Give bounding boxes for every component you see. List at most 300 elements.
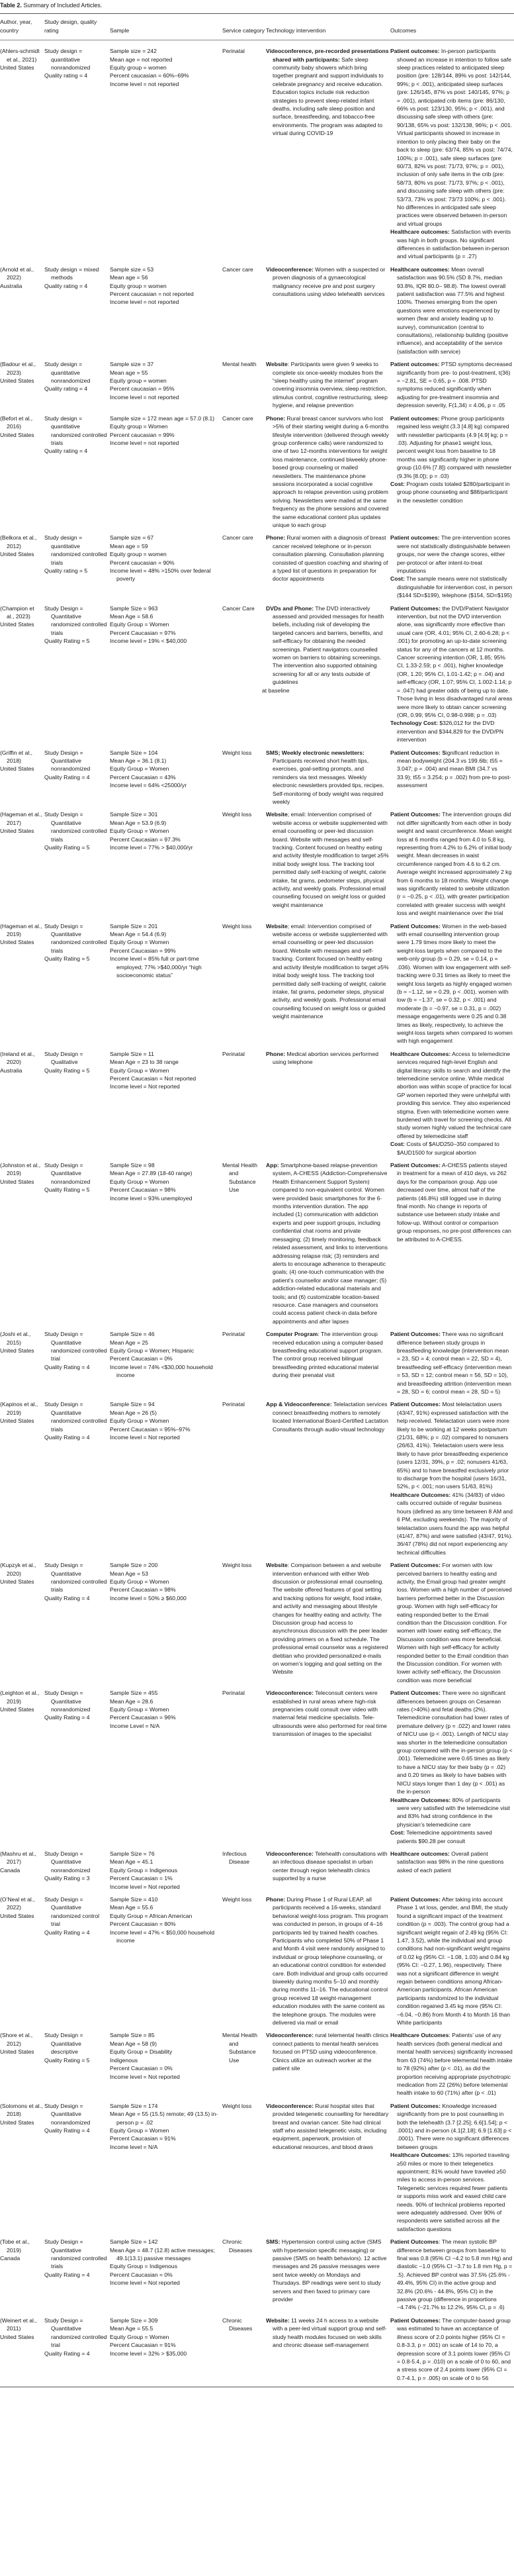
sample-line: Income level = not reported bbox=[110, 393, 179, 401]
author-country: Australia bbox=[0, 1067, 22, 1074]
author-country: United States bbox=[0, 2333, 34, 2340]
author-cell bbox=[0, 1330, 44, 1400]
design-line: Study Design = Qualitative bbox=[44, 1050, 83, 1066]
outcomes-cell bbox=[390, 1895, 514, 2032]
technology-description bbox=[266, 2031, 389, 2072]
sample-line: Sample Size = 46 bbox=[110, 1331, 155, 1338]
author-cell bbox=[0, 2031, 44, 2101]
service-category: Weight loss bbox=[222, 1562, 252, 1569]
sample-line: Sample Size = 410 bbox=[110, 1895, 158, 1903]
sample-line: Percent Caucasian = 97% bbox=[110, 629, 176, 636]
technology-text: Smartphone-based relapse-prevention system, A-CHESS (Addiction-Comprehensive Health Enhancement Support System) compared to non-equivalent control. Women were provided basic smartphones for the 6-months intervention duration. The app included (1) communication with addiction experts and peer support groups, including confidential chat rooms and private messaging; (2) timely monitoring, feedback related assessment, and links to interventions addressing relapse risk; (3) reminders and alerts to encourage adherence to therapeutic goals; (4) one-touch communication with the patient’s counsellor and/or case manager; (5) addiction-related educational materials and tools; and (6) customizable location-based resource. Case managers and counselors could access patient check-in data before appointments and after lapses bbox=[273, 1162, 388, 1325]
outcome-label: Patient Outcomes: bbox=[390, 1401, 441, 1408]
author-citation: (Ireland et al., 2020) bbox=[0, 1050, 35, 1066]
outcomes-cell bbox=[390, 360, 514, 414]
sample-cell bbox=[110, 1689, 222, 1850]
author-country: United States bbox=[0, 1706, 34, 1713]
outcome-label: Healthcare Outcomes: bbox=[390, 2152, 451, 2159]
sample-line: Sample Size = 455 bbox=[110, 1690, 158, 1697]
technology-description bbox=[266, 1400, 389, 1433]
sample-cell bbox=[110, 265, 222, 360]
outcome-paragraph bbox=[390, 534, 513, 575]
outcome-paragraph bbox=[390, 719, 513, 743]
author-country: United States bbox=[0, 1912, 34, 1919]
sample-line: Percent Caucasian = 97.3% bbox=[110, 835, 181, 843]
sample-line: Percent Caucasian = 95%–97% bbox=[110, 1425, 191, 1433]
category-cell bbox=[222, 922, 266, 1050]
outcomes-cell bbox=[390, 604, 514, 749]
technology-text: rural telemental health clinics connect patients to mental health services focused on PTSD using videoconference. Clinics utilize an outreach worker at the patient site bbox=[273, 2032, 389, 2072]
author-cell bbox=[0, 2102, 44, 2238]
outcomes-cell bbox=[390, 1400, 514, 1561]
outcome-label: Healthcare outcomes: bbox=[390, 228, 450, 236]
outcome-label: Patient Outcomes: bbox=[390, 2316, 441, 2324]
outcome-text: Access to telemedicine services required high-level English and digital literacy skills to search and identify the telemedicine service online. While medical abortion was within scope of practice for local GP women reported they were unhelpful with providing this service. They also experienced stigma. Even with telemedicine women were burdened with travel for screening checks. All study women highly valued the technical care offered by telemedicine staff bbox=[397, 1050, 511, 1139]
sample-line: Income level = Not reported bbox=[110, 2073, 180, 2080]
outcome-label: Patient Outcomes: S bbox=[390, 749, 447, 756]
service-category: Mental Health and Substance Use bbox=[222, 1162, 258, 1194]
sample-line: Equity Group = Indigenous bbox=[110, 1866, 178, 1874]
service-category: Chronic Diseases bbox=[222, 2316, 253, 2332]
sample-cell bbox=[110, 1330, 222, 1400]
outcomes-cell bbox=[390, 414, 514, 534]
sample-line: Percent Caucasian = 98% bbox=[110, 1186, 176, 1194]
sample-line: Percent Caucasian = Not reported bbox=[110, 1074, 196, 1082]
author-cell bbox=[0, 414, 44, 534]
sample-line: Sample size = 67 bbox=[110, 534, 154, 542]
category-cell bbox=[222, 40, 266, 265]
sample-line: Income level = 77% > $40,000/yr bbox=[110, 844, 193, 851]
author-country: United States bbox=[0, 2048, 34, 2056]
outcome-label: Cost: bbox=[390, 480, 405, 487]
design-line: Quality Rating = 4 bbox=[44, 773, 90, 781]
design-line: Study Design = Quantitative randomized controlled trials bbox=[44, 1562, 107, 1594]
design-line: Quality Rating = 5 bbox=[44, 1067, 90, 1074]
sample-line: Percent Caucasian = 0% bbox=[110, 1355, 173, 1362]
sample-cell bbox=[110, 749, 222, 811]
author-citation: (Champion et al., 2023) bbox=[0, 604, 34, 620]
author-citation: (Belkora et al., 2012) bbox=[0, 534, 37, 549]
design-cell bbox=[44, 265, 110, 360]
technology-type: Website bbox=[266, 1562, 288, 1569]
design-cell bbox=[44, 534, 110, 604]
outcome-label: Cost: bbox=[390, 575, 405, 583]
author-cell bbox=[0, 1895, 44, 2032]
category-cell bbox=[222, 1689, 266, 1850]
service-category: Perinatal bbox=[222, 1401, 245, 1408]
service-category: Weight loss bbox=[222, 1895, 252, 1903]
outcome-paragraph bbox=[390, 47, 513, 228]
author-cell bbox=[0, 749, 44, 811]
author-citation: (Kapinos et al., 2019) bbox=[0, 1401, 38, 1416]
outcomes-cell bbox=[390, 534, 514, 604]
design-cell bbox=[44, 414, 110, 534]
sample-line: Sample size = 53 bbox=[110, 265, 154, 273]
design-line: Study design = quantitative randomized controlled trials bbox=[44, 534, 107, 566]
sample-line: Sample Size = 85 bbox=[110, 2032, 155, 2039]
outcomes-cell bbox=[390, 922, 514, 1050]
technology-cell bbox=[266, 360, 390, 414]
outcome-paragraph bbox=[390, 922, 513, 1045]
sample-line: Percent Caucasian = 80% bbox=[110, 1921, 176, 1928]
outcome-text: Women in the web-based with email counselling intervention group were 1.79 times more likely to meet the weight-loss targets when compared to the web-only group (b = 0.29, se = 0.14, p = .036). Women with low engagement with self-tracking were 0.31 times as likely to meet the weight loss targets as highly engaged women (b = −1.12, se = 0.29, p < .001). women with low (b = −1.37, se = 0.32, p < .001) and moderate (b = −0.97, se = 0.31, p = .002) message engagements were 0.25 and 0.38 times as likely, respectively, to achieve the weight-loss targets when compared to women with high engagement bbox=[397, 922, 513, 1045]
table-row bbox=[0, 1689, 514, 1850]
technology-text: Medical abortion services performed using telephone bbox=[273, 1050, 379, 1066]
outcome-paragraph bbox=[390, 1400, 513, 1490]
outcome-paragraph bbox=[390, 265, 513, 356]
technology-cell bbox=[266, 1689, 390, 1850]
category-cell bbox=[222, 414, 266, 534]
design-line: Study Design = Quantitative randomized controlled trials bbox=[44, 2238, 107, 2270]
outcome-text: There was no significant difference between study groups in breastfeeding knowledge (intervention mean = 23, SD = 4; control mean = 22, SD = 4), breastfeeding self-efficacy (intervention mean = 53, SD = 12; control mean = 56, SD = 10), and breastfeeding attrition (intervention mean = 28, SD = 6; control mean = 28, SD = 5) bbox=[397, 1331, 512, 1395]
outcomes-cell bbox=[390, 2238, 514, 2316]
sample-line: Income Level = N/A bbox=[110, 1722, 160, 1729]
outcomes-cell bbox=[390, 1050, 514, 1161]
technology-text: Telelactation services connect breastfeeding mothers to remotely located International Board-Certified Lactation Consultants through audio-visual technology bbox=[273, 1401, 388, 1433]
outcome-text: Satisfaction with events was high in both groups. No significant differences in satisfaction between in-person and virtual participants (p = .27) bbox=[397, 228, 511, 260]
sample-line: Equity Group = Women bbox=[110, 1706, 169, 1713]
design-line: Study Design = Quantitative randomized controlled trial bbox=[44, 1331, 107, 1362]
design-cell bbox=[44, 810, 110, 922]
sample-cell bbox=[110, 2316, 222, 2387]
technology-type: App & Videoconference: bbox=[266, 1401, 332, 1408]
outcome-text: 80% of participants were very satisfied with the telemedicine visit and 83% had strong confidence in the physician’s telemedicine care bbox=[397, 1796, 510, 1828]
outcome-paragraph bbox=[390, 1491, 513, 1556]
outcome-text: : Patients’ use of any health services (both general medical and mental health services) significantly increased from 63 (74%) before telemental health intake to 78 (92%) after (p < .01), as did the proportion receiving appropriate psychotropic medication from 22 (26%) before telemental health intake to 60 (71%) after (p < .01) bbox=[397, 2032, 513, 2097]
sample-line: Income level = 74% <$30,000 household income bbox=[110, 1363, 213, 1379]
sample-cell bbox=[110, 1161, 222, 1330]
sample-line: Income level = 85% full or part-time employed; 77% >$40,000/yr “high socioeconomic status” bbox=[110, 955, 202, 979]
outcome-paragraph bbox=[390, 1140, 513, 1157]
technology-description bbox=[266, 534, 389, 583]
sample-line: Equity group = women bbox=[110, 64, 167, 72]
outcome-label: Healthcare Outcomes: bbox=[390, 1491, 451, 1498]
technology-description bbox=[266, 1330, 389, 1379]
outcome-label: Patient Outcomes: bbox=[390, 1895, 441, 1903]
design-line: Quality Rating = 5 bbox=[44, 2056, 90, 2064]
author-country: Canada bbox=[0, 1866, 21, 1874]
design-cell bbox=[44, 360, 110, 414]
sample-line: Sample Size = 174 bbox=[110, 2102, 158, 2109]
sample-line: Percent Caucasian = 91% bbox=[110, 2342, 176, 2349]
technology-note: at baseline bbox=[262, 687, 290, 694]
outcome-paragraph bbox=[390, 480, 513, 504]
outcome-paragraph bbox=[390, 1850, 513, 1874]
design-line: Study design = mixed methods bbox=[44, 265, 99, 281]
design-line: Quality Rating = 3 bbox=[44, 1875, 90, 1882]
technology-text: Teleconsult centers were established in rural areas where high-risk pregnancies could consult over video with maternal fetal medicine specialists. Tele-ultrasounds were also performed for real time transmission of images to the specialist bbox=[273, 1690, 387, 1738]
service-category: Mental health bbox=[222, 361, 257, 368]
technology-type: Videoconference: bbox=[266, 2102, 314, 2109]
technology-type: SMS: bbox=[266, 2238, 280, 2246]
design-line: Quality rating = 4 bbox=[44, 72, 88, 79]
service-category: Weight loss bbox=[222, 811, 252, 818]
design-line: Study design = quantitative nonrandomized bbox=[44, 48, 91, 72]
service-category: Infectious Disease bbox=[222, 1850, 250, 1866]
author-country: United States bbox=[0, 551, 34, 558]
sample-cell bbox=[110, 2238, 222, 2316]
design-line: Study Design = Quantitative nonrandomized bbox=[44, 1690, 91, 1713]
sample-line: Equity Group = Women bbox=[110, 1578, 169, 1585]
sample-cell bbox=[110, 1850, 222, 1895]
sample-line: Mean age = not reported bbox=[110, 56, 173, 63]
outcome-label: Technology Cost: bbox=[390, 720, 438, 727]
outcome-label: Patient Outcomes: bbox=[390, 922, 441, 930]
sample-line: Percent Caucasian = 0% bbox=[110, 2271, 173, 2278]
sample-line: Equity Group = Women bbox=[110, 828, 169, 835]
sample-cell bbox=[110, 810, 222, 922]
sample-line: Equity group = women bbox=[110, 377, 167, 385]
sample-line: Mean Age = 53.9 (6.9) bbox=[110, 819, 167, 826]
outcomes-cell bbox=[390, 1561, 514, 1689]
table-row bbox=[0, 1561, 514, 1689]
table-row bbox=[0, 604, 514, 749]
technology-cell bbox=[266, 1561, 390, 1689]
table-row bbox=[0, 360, 514, 414]
design-cell bbox=[44, 604, 110, 749]
author-citation: (Mashru et al., 2017) bbox=[0, 1850, 36, 1866]
author-cell bbox=[0, 265, 44, 360]
technology-text: : Comparison between a and website intervention enhanced with either Web discussion or professional email counseling. The website offered features of goal setting and tracking options for weight, food intake, and activity and messaging about lifestyle changes for healthy eating and activity. The Discussion group had access to asynchronous discussion with the peer leader providing primers on a fixed schedule. The professional email counselor was a registered dietitian who provided personalized e-mails on women’s logging and goal setting on the Website bbox=[273, 1562, 388, 1676]
design-line: Study design = quantitative nonrandomized bbox=[44, 361, 91, 385]
outcome-paragraph bbox=[390, 2238, 513, 2312]
sample-line: Sample Size = 76 bbox=[110, 1850, 155, 1857]
category-cell bbox=[222, 2238, 266, 2316]
design-cell bbox=[44, 2238, 110, 2316]
outcome-paragraph bbox=[390, 1050, 513, 1140]
outcome-label: Healthcare outcomes: bbox=[390, 1850, 450, 1857]
outcome-label: Patient outcomes: bbox=[390, 534, 440, 542]
outcome-text: 13% reported traveling ≥50 miles or more to their telegenetics appointment; 81% would have traveled ≥50 miles to access in-person services. Telegenetic services required fewer patients or supports miss work and eased child care needs. 90% of technical problems reported were adequately addressed. Over 90% of respondents were satisfied across all the satisfaction questions bbox=[397, 2152, 510, 2232]
technology-description bbox=[266, 810, 389, 909]
author-citation: (Befort et al., 2016) bbox=[0, 414, 33, 430]
category-cell bbox=[222, 604, 266, 749]
table-row bbox=[0, 40, 514, 265]
sample-line: Percent Caucasian = 96% bbox=[110, 1714, 176, 1721]
technology-text: Women with a suspected or proven diagnosis of a gynaecological malignancy receive pre and post surgery consultations using video telehealth services bbox=[273, 265, 386, 297]
sample-cell bbox=[110, 1400, 222, 1561]
author-cell bbox=[0, 1850, 44, 1895]
sample-line: Equity Group = Women bbox=[110, 2333, 169, 2340]
outcomes-cell bbox=[390, 749, 514, 811]
technology-description bbox=[266, 2316, 389, 2350]
service-category: Chronic Diseases bbox=[222, 2238, 253, 2254]
technology-text: Rural hospital sites that provided telegenetic counselling for hereditary breast and ovarian cancer. Site had clinical staff who assisted telegenetic visits, including equipment, paperwork, provision of educational resources, and blood draws bbox=[273, 2102, 389, 2150]
sample-cell bbox=[110, 2031, 222, 2101]
sample-cell bbox=[110, 40, 222, 265]
author-citation: (Arnold et al., 2022) bbox=[0, 265, 34, 281]
technology-description bbox=[266, 1161, 389, 1325]
technology-description bbox=[266, 2102, 389, 2151]
design-line: Study Design = Quantitative randomized control trial bbox=[44, 1895, 100, 1928]
design-cell bbox=[44, 40, 110, 265]
category-cell bbox=[222, 2316, 266, 2387]
sample-line: Income level = 48% >150% over federal poverty bbox=[110, 567, 211, 583]
design-cell bbox=[44, 1161, 110, 1330]
category-cell bbox=[222, 1400, 266, 1561]
outcome-text: There were no significant differences between groups on Cesarean rates (>40%) and fetal deaths (2%). Telemedicine consultation had lower rates of premature delivery (p = .022) and lower rates of NICU use (p < .001). Length of NICU stay was shorter in the telemedicine consultation group compared with the in-person group (p < .001). Telemedicine were 0.65 times as likely to have a NICU stay for their baby (p = .02) and 0.20 times as likely to have babies with NICU stays longer than 1 day (p < .001) as the in-person bbox=[397, 1690, 513, 1795]
sample-line: Indigenous bbox=[110, 2056, 138, 2064]
sample-line: Equity Group = African American bbox=[110, 1912, 193, 1919]
sample-line: Equity Group = Indigenous bbox=[110, 2263, 178, 2270]
author-cell bbox=[0, 40, 44, 265]
author-country: United States bbox=[0, 431, 34, 438]
outcome-paragraph bbox=[390, 360, 513, 409]
author-cell bbox=[0, 1561, 44, 1689]
outcome-text: ignificant reduction in mean bodyweight (204.3 vs 199.6lb; t55 = 3.047; p = .004) and mean BMI (34.7 vs 33.9); t55 = 3.254; p = .002) from pre-to post-assessment bbox=[397, 749, 511, 789]
outcome-paragraph bbox=[390, 749, 513, 790]
design-cell bbox=[44, 2316, 110, 2387]
table-row bbox=[0, 534, 514, 604]
table-row bbox=[0, 922, 514, 1050]
technology-description bbox=[266, 604, 389, 687]
design-cell bbox=[44, 2031, 110, 2101]
outcome-label: Patient Outcomes: bbox=[390, 811, 441, 818]
service-category: Mental Health and Substance Use bbox=[222, 2032, 258, 2064]
outcome-paragraph bbox=[390, 1689, 513, 1795]
outcome-label: Healthcare outcomes: bbox=[390, 265, 450, 273]
category-cell bbox=[222, 1050, 266, 1161]
outcome-text: In-person participants showed an increase in intention to follow safe sleep practices related to anticipated sleep position (pre: 128/144, 89% vs post: 142/144, 99%; p < .001), anticipated sleep surfaces (pre: 126/145, 87% vs post: 140/145, 97%; p = .001), anticipated crib items (pre: 86/130, 66% vs post: 123/130, 95%; p < .001), and discussing safe sleep with others (pre: 90/138, 65% vs post: 132/138, 96%; p < .001. Virtual participants showed in increase in intention to only placing their baby on the back to sleep (pre: 63/74, 85% vs post: 74/74, 100%; p = .001), safe sleep surfaces (pre: 60/73, 82% vs post: 71/73, 97%; p = .001), inclusion of only safe items in the crib (pre: 58/73, 80% vs post: 71/73, 97%; p < .001), and discussing safe sleep with others (pre: 53/73, 73% vs post: 73/73 100%; p < .001). No differences in anticipated safe sleep practices were observed between in-person and virtual groups bbox=[397, 48, 513, 227]
outcome-paragraph bbox=[390, 575, 513, 599]
design-line: Study Design = Quantitative randomized controlled trials bbox=[44, 604, 107, 636]
technology-cell bbox=[266, 1050, 390, 1161]
sample-line: Mean age = 56 bbox=[110, 274, 148, 281]
technology-description bbox=[266, 1850, 389, 1883]
design-cell bbox=[44, 749, 110, 811]
technology-cell bbox=[266, 414, 390, 534]
outcome-paragraph bbox=[390, 1829, 513, 1845]
technology-cell bbox=[266, 2238, 390, 2316]
outcome-label: Patient Outcomes: bbox=[390, 1690, 441, 1697]
author-citation: (O’Neal et al., 2022) bbox=[0, 1895, 35, 1911]
technology-description bbox=[266, 2238, 389, 2303]
design-line: Quality Rating = 5 bbox=[44, 955, 90, 963]
table-row bbox=[0, 1330, 514, 1400]
author-cell bbox=[0, 604, 44, 749]
outcome-label: Cost: bbox=[390, 1829, 405, 1837]
sample-line: Mean Age = 54.4 (6.9) bbox=[110, 931, 167, 938]
outcome-paragraph bbox=[390, 810, 513, 917]
author-citation: (Badour et al., 2023) bbox=[0, 361, 36, 376]
technology-type: Phone: bbox=[266, 414, 286, 422]
sample-cell bbox=[110, 1895, 222, 2032]
design-cell bbox=[44, 1561, 110, 1689]
technology-text: 11 weeks 24 h access to a website with a peer-led virtual support group and self-study health modules focused on web skills and chronic disease self-management bbox=[273, 2316, 387, 2349]
sample-line: Mean Age = 58 (9) bbox=[110, 2040, 157, 2047]
author-citation: (Leighton et al., 2019) bbox=[0, 1690, 40, 1705]
outcome-paragraph bbox=[390, 2031, 513, 2097]
author-citation: (Ahlers-schmidt et al., 2021) bbox=[0, 48, 40, 63]
design-line: Study Design = Quantitative nonrandomized bbox=[44, 749, 91, 773]
sample-line: Mean age = 59 bbox=[110, 542, 148, 549]
table-row bbox=[0, 1895, 514, 2032]
outcome-text: Mean overall satisfaction was 90.5% (SD 8.7%, median 93.8%, IQR 80.0– 98.8). The lowest overall patient satisfaction was 77.5% and highest 100%. Themes emerging from the open questions were emotions experienced by women (fear and anxiety leading up to survey), communication (central to consultations), relationship building (positive influence), and acceptability of the service (satisfaction with service) bbox=[397, 265, 509, 355]
technology-description bbox=[266, 1689, 389, 1738]
design-line: Quality rating = 4 bbox=[44, 448, 88, 455]
service-category: Cancer care bbox=[222, 534, 253, 542]
design-line: Quality Rating = 4 bbox=[44, 1434, 90, 1441]
sample-line: Percent Caucasian = 98% bbox=[110, 1586, 176, 1594]
design-line: Study Design = Quantitative nonrandomized bbox=[44, 1850, 91, 1874]
table-row bbox=[0, 2316, 514, 2387]
service-category: Perinatal bbox=[222, 48, 245, 55]
outcome-paragraph bbox=[390, 1561, 513, 1684]
design-cell bbox=[44, 1689, 110, 1850]
technology-description bbox=[266, 414, 389, 530]
author-country: United States bbox=[0, 377, 34, 385]
sample-line: Sample Size = 309 bbox=[110, 2316, 158, 2324]
sample-line: Mean Age = 55.5 bbox=[110, 2325, 153, 2332]
design-line: Study Design = Quantitative descriptive bbox=[44, 2032, 83, 2056]
technology-text: Rural women with a diagnosis of breast cancer received telephone or in-person consultation planning. Consultation planning consisted of question coaching and sharing of a typed list of questions in preparation for doctor appointments bbox=[273, 534, 388, 583]
design-line: Quality Rating = 5 bbox=[44, 638, 90, 645]
sample-line: Sample Size = 963 bbox=[110, 604, 158, 612]
author-country: United States bbox=[0, 2119, 34, 2126]
outcome-label: Healthcare Outcomes: bbox=[390, 1796, 451, 1803]
author-cell bbox=[0, 1050, 44, 1161]
author-citation: (Joshi et al., 2015) bbox=[0, 1331, 31, 1346]
design-cell bbox=[44, 922, 110, 1050]
author-citation: (Johnston et al., 2019) bbox=[0, 1162, 41, 1177]
table-body bbox=[0, 40, 514, 2387]
sample-line: Income level = 47% < $50,000 household income bbox=[110, 1929, 215, 1944]
technology-cell bbox=[266, 2102, 390, 2238]
author-cell bbox=[0, 1400, 44, 1561]
table-row bbox=[0, 265, 514, 360]
author-country: United States bbox=[0, 64, 34, 72]
outcome-text: Overall patient satisfaction was 98% in the nine questions asked of each patient bbox=[397, 1850, 504, 1874]
technology-text: : The intervention group received education using a computer-based breastfeeding educational support program. The control group received bilingual breastfeeding printed educational material during their prenatal visit bbox=[273, 1331, 383, 1379]
technology-text: Safe sleep community baby showers which bring together pregnant and support individuals to celebrate pregnancy and receive education. Education topics include risk reduction strategies to prevent sleep-related infant deaths, including safe sleep position and surface, breastfeeding, and tobacco-free environments. The program was adapted to virtual during COVID-19 bbox=[273, 56, 384, 137]
sample-line: Income level = not reported bbox=[110, 80, 179, 87]
sample-line: Equity Group = Women bbox=[110, 2126, 169, 2134]
category-cell bbox=[222, 1330, 266, 1400]
design-line: Quality Rating = 4 bbox=[44, 1929, 90, 1936]
outcomes-cell bbox=[390, 810, 514, 922]
technology-type: Videoconference: bbox=[266, 1850, 314, 1857]
author-citation: (Griffin et al., 2018) bbox=[0, 749, 33, 764]
category-cell bbox=[222, 1561, 266, 1689]
sample-line: Sample size = 242 bbox=[110, 48, 157, 55]
table-header-row bbox=[0, 14, 514, 40]
author-country: United States bbox=[0, 1417, 34, 1425]
sample-line: Equity group = women bbox=[110, 551, 167, 558]
sample-line: Income level = N/A bbox=[110, 2143, 158, 2150]
technology-cell bbox=[266, 2031, 390, 2101]
author-citation: (Hageman et al., 2019) bbox=[0, 922, 42, 938]
design-line: Study Design = Quantitative randomized controlled trials bbox=[44, 811, 107, 843]
outcome-text: PTSD symptoms decreased significantly from pre- to post-treatment, t(36) = −2.81, SE = 0.65, p = .008. PTSD symptoms reduced significantly when adjusting for pre-treatment insomnia and depression severity, F(1,34) = 4.06, p = .05 bbox=[397, 361, 512, 409]
outcome-text: $326,012 for the DVD intervention and $344,829 for the DVD/PN intervention bbox=[397, 720, 503, 743]
summary-table bbox=[0, 13, 514, 2387]
outcome-paragraph bbox=[390, 604, 513, 720]
sample-line: Equity Group = Women bbox=[110, 1067, 169, 1074]
outcome-paragraph bbox=[390, 1796, 513, 1829]
design-line: Study Design = Quantitative nonrandomized bbox=[44, 1162, 91, 1185]
sample-line: Income level = 50% ≥ $60,000 bbox=[110, 1594, 187, 1601]
sample-line: Sample Size = 11 bbox=[110, 1050, 154, 1057]
design-line: Study Design = Quantitative randomized controlled trials bbox=[44, 1401, 107, 1433]
technology-type: Website: bbox=[266, 2316, 290, 2324]
sample-line: Sample Size = 98 bbox=[110, 1162, 155, 1169]
table-row bbox=[0, 749, 514, 811]
author-citation: (Hageman et al., 2017) bbox=[0, 811, 42, 826]
technology-cell bbox=[266, 1161, 390, 1330]
sample-line: Percent caucasian = not reported bbox=[110, 291, 194, 297]
technology-cell bbox=[266, 810, 390, 922]
header-technology: Technology intervention bbox=[266, 26, 326, 34]
